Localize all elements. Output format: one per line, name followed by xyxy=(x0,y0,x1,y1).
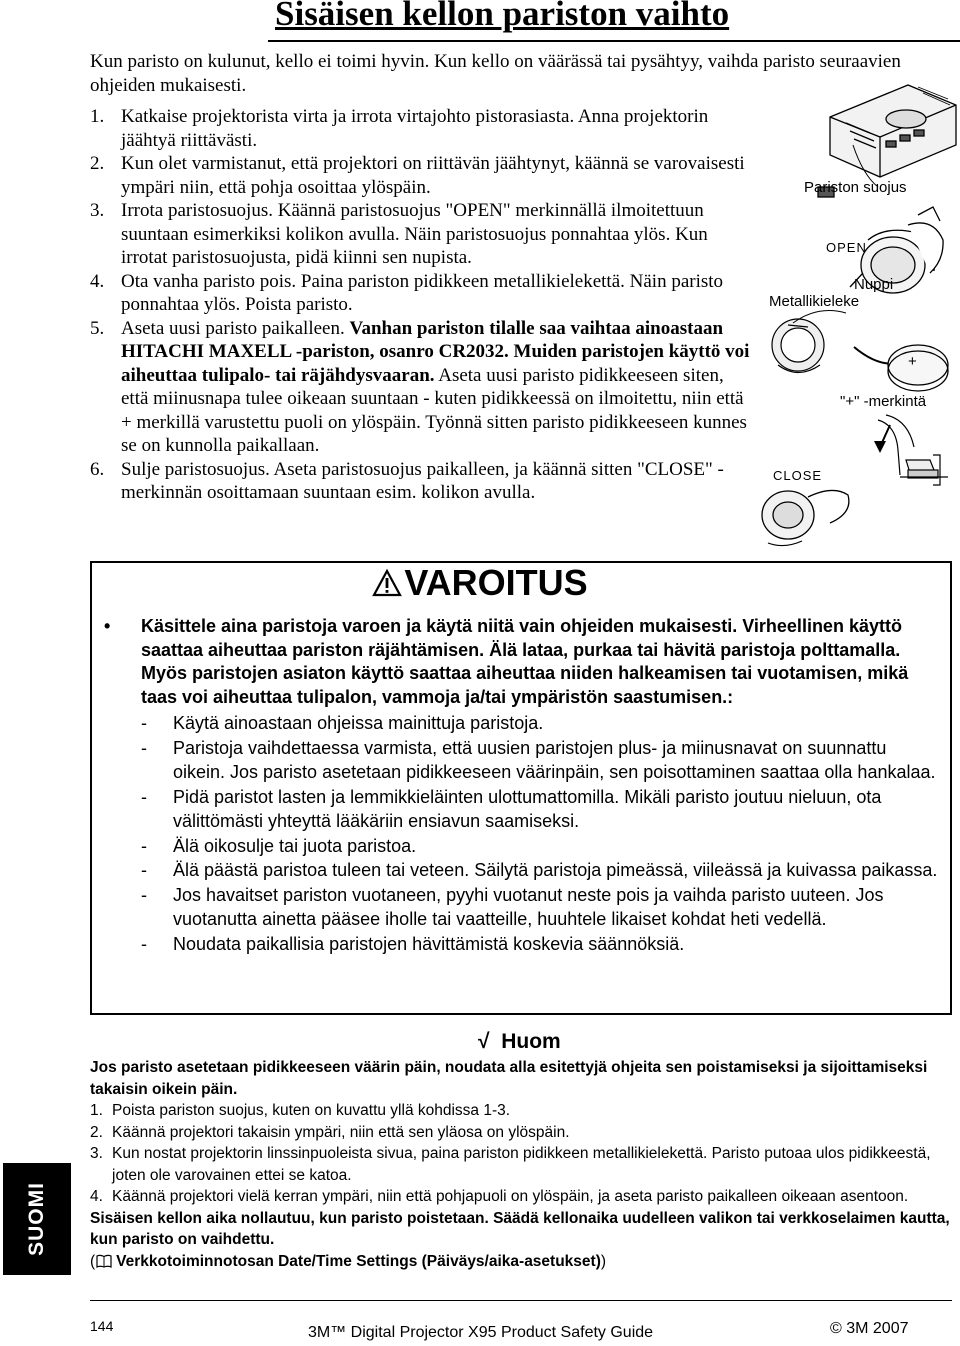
warning-paragraph: Käsittele aina paristoja varoen ja käytä niitä vain ohjeiden mukaisesti. Virheellinen käyttö saattaa aiheuttaa pariston räjähtämisen. Älä lataa, purkaa tai hävitä paristoja polttamalla. Myös paristojen asiaton käyttö saattaa aiheuttaa niiden halkeamisen tai vuotamisen, mikä taas voi aiheuttaa tulipalon, vammoja ja/tai ympäristön saastumisen.: xyxy=(141,616,909,707)
warning-triangle-icon xyxy=(372,569,402,597)
language-tab xyxy=(3,1163,71,1275)
note-list-item xyxy=(90,1100,955,1122)
page-title: Sisäisen kellon pariston vaihto xyxy=(275,0,730,33)
battery-icon xyxy=(888,345,948,391)
note-item-number: 2. xyxy=(90,1123,103,1141)
note-intro: Jos paristo asetetaan pidikkeeseen väärin päin, noudata alla esitettyjä ohjeita sen poistamiseksi ja sijoittamiseksi takaisin oikein päin. xyxy=(90,1059,928,1098)
note-item-text: Käännä projektori takaisin ympäri, niin että sen yläosa on ylöspäin. xyxy=(112,1123,570,1141)
note-list-item xyxy=(90,1122,955,1144)
note-body xyxy=(90,1057,955,1272)
warning-list-item xyxy=(141,785,941,834)
metal-tongue-label: Metallikieleke xyxy=(769,293,860,310)
step-5 xyxy=(90,317,750,458)
footer-copyright: © 3M 2007 xyxy=(830,1320,909,1337)
note-item-number: 1. xyxy=(90,1102,103,1119)
note-list-item xyxy=(90,1186,955,1208)
plus-marking-label: "+" -merkintä xyxy=(840,393,927,410)
note-reference xyxy=(90,1251,955,1273)
step-3 xyxy=(90,199,750,270)
warning-list-item xyxy=(141,932,941,957)
step-text-part: Aseta uusi paristo pidikkeeseen siten, että miinusnapa tulee oikeaan suuntaan - kuten pidikkeessä on ilmoitettu, niin että + merkillä varustettu puoli on ylöspäin. Työnnä sitten paristo pidikkeeseen kunnes se on kunnolla paikallaan. xyxy=(121,364,747,456)
note-item-text: Käännä projektori vielä kerran ympäri, niin että pohjapuoli on ylöspäin, ja aseta paristo paikalleen oikeaan asentoon. xyxy=(112,1188,909,1205)
plus-sign-label: + xyxy=(908,353,917,370)
step-text: Sulje paristosuojus. Aseta paristosuojus paikalleen, ja käännä sitten "CLOSE" -merkinnän osoittamaan suuntaan esim. kolikon avulla. xyxy=(121,458,724,503)
warning-item-text: Käytä ainoastaan ohjeissa mainittuja paristoja. xyxy=(173,713,544,733)
language-tab-label: SUOMI xyxy=(25,1182,48,1256)
step-number: 4. xyxy=(90,270,105,292)
dash: - xyxy=(141,933,147,954)
step-number: 2. xyxy=(90,153,105,174)
warning-heading xyxy=(0,562,960,604)
step-text: Ota vanha paristo pois. Paina pariston pidikkeen metallikielekettä. Näin paristo ponnahtaa ylös. Poista paristo. xyxy=(121,270,724,315)
footer-rule xyxy=(90,1300,952,1301)
checkmark-icon: √ xyxy=(478,1030,490,1053)
warning-item-text: Noudata paikallisia paristojen hävittämistä koskevia säännöksiä. xyxy=(173,933,685,954)
note-heading-text: Huom xyxy=(501,1030,561,1053)
dash: - xyxy=(141,737,147,758)
note-item-text: Poista pariston suojus, kuten on kuvattu yllä kohdissa 1-3. xyxy=(112,1102,511,1119)
steps-list xyxy=(90,105,750,505)
warning-item-text: Älä päästä paristoa tuleen tai veteen. Säilytä paristoja pimeässä, viileässä ja kuivassa paikassa. xyxy=(173,860,938,880)
warning-main-text xyxy=(104,615,934,709)
dash: - xyxy=(141,860,147,880)
battery-replacement-illustration xyxy=(758,75,958,550)
warning-item-text: Älä oikosulje tai juota paristoa. xyxy=(173,835,417,856)
warning-list-item xyxy=(141,834,941,859)
hand-insert-icon xyxy=(878,415,948,485)
note-list-item xyxy=(90,1143,955,1186)
step-number: 5. xyxy=(90,317,105,339)
warning-item-text: Pidä paristot lasten ja lemmikkieläinten ulottumattomilla. Mikäli paristo joutuu nieluun, ota välittömästi yhteyttä lääkäriin ensiavun saamiseksi. xyxy=(173,786,882,831)
note-item-number: 4. xyxy=(90,1188,103,1205)
note-heading xyxy=(478,1030,561,1054)
step-6 xyxy=(90,458,750,505)
cover-label: Pariston suojus xyxy=(804,179,907,196)
step-4 xyxy=(90,270,750,317)
bullet: • xyxy=(104,616,111,636)
ref-paren: ) xyxy=(600,1252,607,1270)
warning-list-item xyxy=(141,736,941,785)
step-number: 3. xyxy=(90,200,105,221)
ref-paren: ( xyxy=(90,1252,96,1270)
step-text: Katkaise projektorista virta ja irrota virtajohto pistorasiasta. Anna projektorin jäähtyä riittävästi. xyxy=(121,106,709,151)
warning-list-item xyxy=(141,883,941,932)
warning-item-text: Paristoja vaihdettaessa varmista, että uusien paristojen plus- ja miinusnavat on suunnattu oikein. Jos paristo asetetaan pidikkeeseen väärinpäin, sen poisottaminen saattaa olla hankalaa. xyxy=(173,737,936,782)
step-1 xyxy=(90,105,750,152)
dash: - xyxy=(141,835,147,856)
step-2 xyxy=(90,152,750,199)
knob-label: Nuppi xyxy=(854,276,894,293)
step-warning-text: Vanhan pariston tilalle saa vaihtaa ainoastaan HITACHI MAXELL -pariston, osanro CR2032. Muiden paristojen käyttö voi aiheuttaa tulipalo- tai räjähdysvaaran. xyxy=(121,317,750,386)
step-number: 6. xyxy=(90,458,105,480)
reference-text: Verkkotoiminnotosan Date/Time Settings (Päiväys/aika-asetukset) xyxy=(116,1252,601,1270)
warning-heading-text: VAROITUS xyxy=(404,562,588,603)
note-item-number: 3. xyxy=(90,1145,103,1162)
footer-guide-title: 3M™ Digital Projector X95 Product Safety Guide xyxy=(308,1324,654,1341)
dash: - xyxy=(141,884,147,905)
step-text xyxy=(121,317,750,458)
warning-list-item xyxy=(141,711,941,736)
note-outro: Sisäisen kellon aika nollautuu, kun paristo poistetaan. Säädä kellonaika uudelleen valikon tai verkkoselaimen kautta, kun paristo on vaihdettu. xyxy=(90,1209,950,1248)
step-text: Kun olet varmistanut, että projektori on riittävän jäähtynyt, käännä se varovaisesti ympäri niin, että pohja osoittaa ylöspäin. xyxy=(121,153,745,198)
book-icon xyxy=(96,1254,112,1268)
battery-cover-close-icon xyxy=(762,490,849,539)
note-item-text: Kun nostat projektorin linssinpuoleista sivua, paina pariston pidikkeen metallikielekettä. Paristo putoaa ulos pidikkeestä, joten ole varovainen ettei se katoa. xyxy=(112,1145,931,1184)
dash: - xyxy=(141,786,147,807)
warning-list-item xyxy=(141,858,941,883)
intro-paragraph: Kun paristo on kulunut, kello ei toimi hyvin. Kun kello on väärässä tai pysähtyy, vaihda paristo seuraavien ohjeiden mukaisesti. xyxy=(90,51,901,96)
battery-holder-icon xyxy=(772,319,824,373)
step-text-part: Aseta uusi paristo paikalleen. xyxy=(121,317,350,339)
close-marking-label: CLOSE xyxy=(773,468,823,483)
step-number: 1. xyxy=(90,106,105,127)
dash: - xyxy=(141,713,147,733)
warning-list xyxy=(141,711,941,956)
page-number: 144 xyxy=(90,1318,114,1334)
warning-item-text: Jos havaitset pariston vuotaneen, pyyhi vuotanut neste pois ja vaihda paristo uuteen. Jos vuotanutta ainetta pääsee iholle tai vaatteille, huuhtele likaiset kohdat heti vedellä. xyxy=(173,884,884,929)
open-marking-label: OPEN xyxy=(826,240,867,255)
step-text: Irrota paristosuojus. Käännä paristosuojus "OPEN" merkinnällä ilmoitettuun suuntaan esimerkiksi kolikon avulla. Näin paristosuojus ponnahtaa ylös. Kun irrotat paristosuojusta, pidä kiinni sen nupista. xyxy=(121,200,708,268)
